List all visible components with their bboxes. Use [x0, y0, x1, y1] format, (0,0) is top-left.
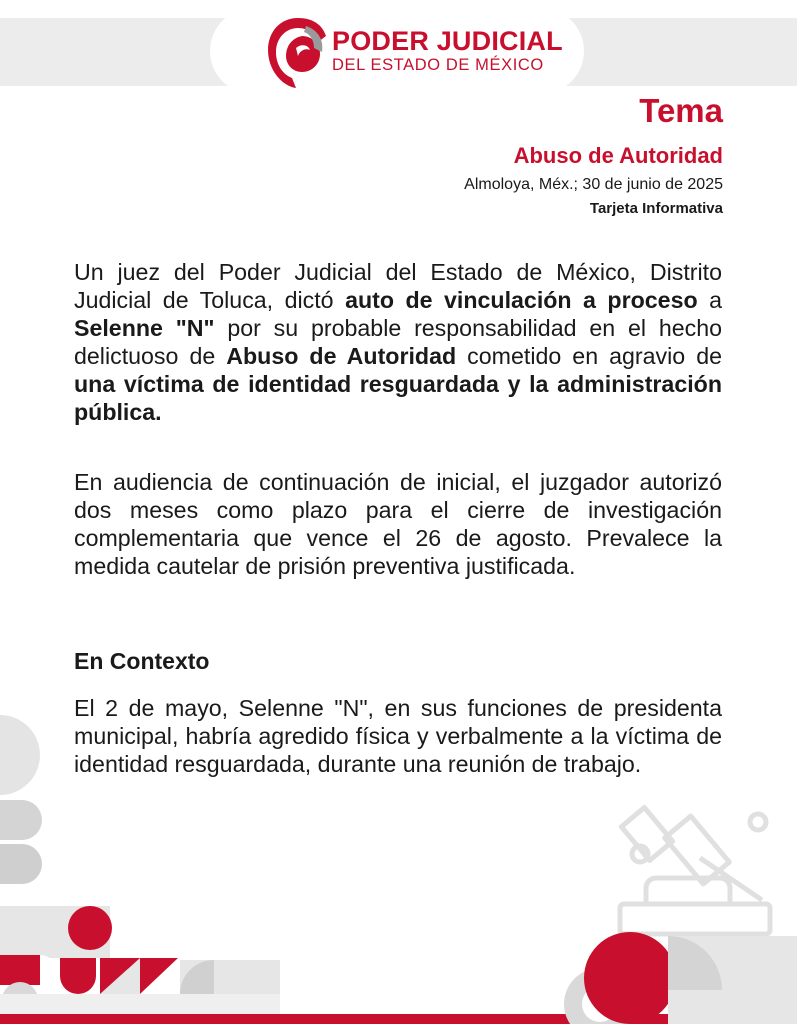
left-deco-shapes [0, 715, 42, 884]
paragraph-2: En audiencia de continuación de inicial, el juzgador autorizó dos meses como plazo para el cierre de investigación complementaria que vence el 26 de agosto. Prevalece la medida cautelar de prisión preventiva justificada. [74, 469, 722, 579]
p1-bold-2: Selenne "N" [74, 315, 215, 341]
doc-type: Tarjeta Informativa [589, 200, 723, 217]
context-heading: En Contexto [74, 648, 210, 674]
p1-text-4: cometido en agravio de [456, 343, 722, 369]
bottom-right-circles [564, 932, 797, 1024]
p1-bold-4: una víctima de identidad resguardada y la administración pública. [74, 371, 722, 425]
bottom-left-pattern [0, 906, 280, 1024]
org-name: PODER JUDICIAL [332, 26, 563, 56]
gavel-icon [620, 808, 770, 934]
doc-subject: Abuso de Autoridad [513, 143, 723, 168]
p1-text-3: por su probable responsabilidad en el hecho delictuoso de [74, 315, 722, 369]
context-paragraph: El 2 de mayo, Selenne "N", en sus funciones de presidenta municipal, habría agredido física y verbalmente a la víctima de identidad resguardada, durante una reunión de trabajo. [74, 695, 722, 777]
poder-judicial-logo-icon [262, 12, 332, 92]
paragraph-1 [74, 258, 722, 426]
bottom-red-stripe [0, 1014, 797, 1024]
p1-bold-3: Abuso de Autoridad [226, 343, 457, 369]
p1-bold-1: auto de vinculación a proceso [345, 287, 698, 313]
p1-text-1: Un juez del Poder Judicial del Estado de México, Distrito Judicial de Toluca, dictó [74, 259, 722, 313]
p1-text-2: a [697, 287, 723, 313]
org-subname: DEL ESTADO DE MÉXICO [332, 56, 544, 74]
doc-dateline: Almoloya, Méx.; 30 de junio de 2025 [464, 176, 723, 193]
doc-label: Tema [639, 92, 723, 129]
